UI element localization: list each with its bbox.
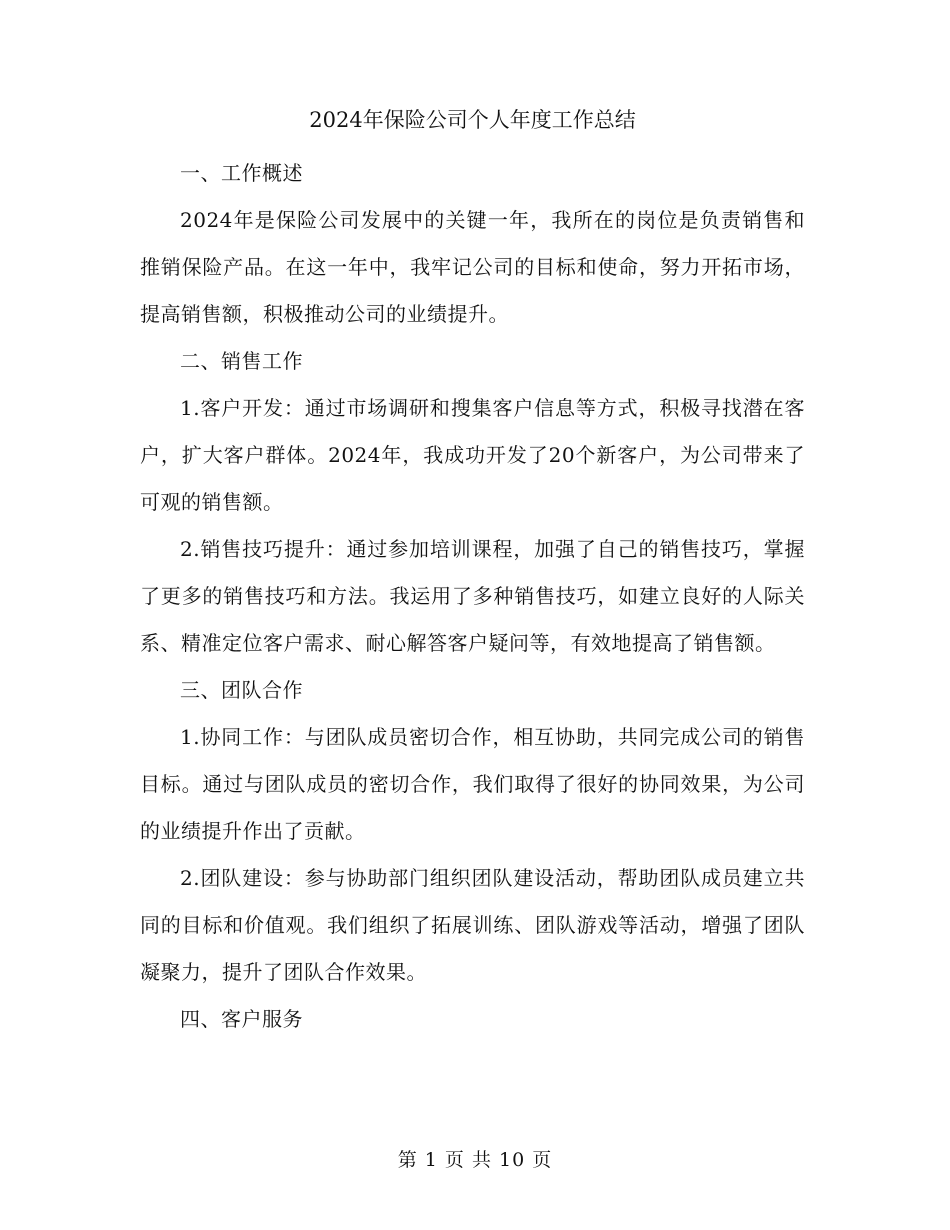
section-heading-sales: 二、销售工作 bbox=[180, 349, 303, 373]
paragraph-sales-skills: 2.销售技巧提升：通过参加培训课程，加强了自己的销售技巧，掌握了更多的销售技巧和方法。我运用了多种销售技巧，如建立良好的人际关系、精准定位客户需求、耐心解答客户疑问等，有效地提高了销售额。 bbox=[140, 537, 805, 655]
document-title: 2024年保险公司个人年度工作总结 bbox=[309, 108, 636, 132]
paragraph-collaboration: 1.协同工作：与团队成员密切合作，相互协助，共同完成公司的销售目标。通过与团队成员的密切合作，我们取得了很好的协同效果，为公司的业绩提升作出了贡献。 bbox=[140, 725, 805, 843]
paragraph-overview: 2024年是保险公司发展中的关键一年，我所在的岗位是负责销售和推销保险产品。在这一年中，我牢记公司的目标和使命，努力开拓市场，提高销售额，积极推动公司的业绩提升。 bbox=[140, 208, 805, 326]
document-body bbox=[140, 104, 805, 1043]
paragraph-team-building: 2.团队建设：参与协助部门组织团队建设活动，帮助团队成员建立共同的目标和价值观。我们组织了拓展训练、团队游戏等活动，增强了团队凝聚力，提升了团队合作效果。 bbox=[140, 866, 805, 984]
section-heading-overview: 一、工作概述 bbox=[180, 161, 303, 185]
page-number-footer: 第 1 页 共 10 页 bbox=[397, 1149, 553, 1171]
section-heading-customer-service: 四、客户服务 bbox=[180, 1007, 303, 1031]
section-heading-teamwork: 三、团队合作 bbox=[180, 678, 303, 702]
paragraph-customer-development: 1.客户开发：通过市场调研和搜集客户信息等方式，积极寻找潜在客户，扩大客户群体。2024年，我成功开发了20个新客户，为公司带来了可观的销售额。 bbox=[140, 396, 805, 514]
